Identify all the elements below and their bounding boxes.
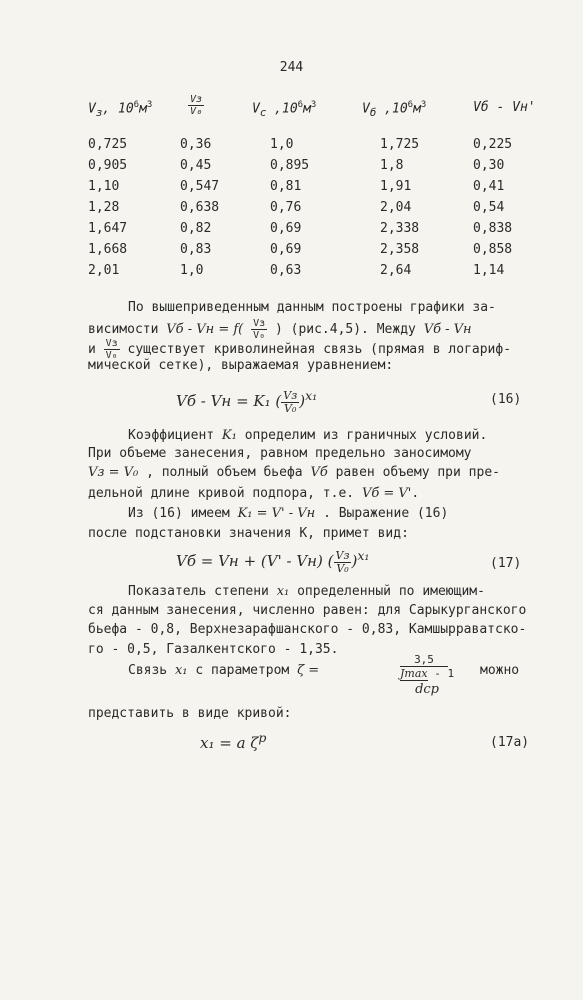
paragraph-line: после подстановки значения K, примет вид: [88, 526, 409, 541]
table-header-ratio: $\frac{Vз}{\text{V₀}}$ [190, 94, 203, 117]
table-header-vb: $V_б$ $,10^6м^3$ [362, 100, 427, 119]
table-row: 0,905 0,45 0,895 1,8 0,30 [88, 158, 505, 173]
data-table [0, 137, 583, 284]
table-header-vb-minus-vn: Vб - Vн' [473, 100, 536, 115]
paragraph-line: представить в виде кривой: [88, 706, 292, 721]
page-number: 244 [279, 60, 304, 75]
table-row: 2,01 1,0 0,63 2,64 1,14 [88, 263, 505, 278]
table-row: 1,10 0,547 0,81 1,91 0,41 [88, 179, 505, 194]
paragraph-line: и $\frac{Vз}{\text{V₀}}$ существует криволинейная связь (прямая в логариф- [88, 338, 512, 361]
paragraph-line: Связь x₁ с параметром ζ = [128, 663, 320, 678]
paragraph-line: го - 0,5, Газалкентского - 1,35. [88, 642, 339, 657]
parameter-fraction: 3,5 Jmax - 1 dср [400, 653, 455, 697]
paragraph-line: По вышеприведенным данным построены графики за- [128, 300, 496, 315]
paragraph-line: можно [480, 663, 520, 678]
paragraph-line: При объеме занесения, равном предельно заносимому [88, 446, 472, 461]
paragraph-line: мической сетке), выражаемая уравнением: [88, 358, 394, 373]
paragraph-line: бьефа - 0,8, Верхнезарафшанского - 0,83, Камшырраватско- [88, 622, 527, 637]
paragraph-line: висимости Vб - Vн = f( $\frac{Vз}{\text{V₀}}$ ) (рис.4,5). Между Vб - Vн [88, 318, 472, 341]
table-header-vz: $V_з$, $10^6м^3$ [88, 100, 153, 119]
table-row: 1,647 0,82 0,69 2,338 0,838 [88, 221, 513, 236]
equation-17: Vб = Vн + (V' - Vн) ( $\frac{Vз}{\text{V₀}}$ )$^{x_1}$ [176, 548, 370, 575]
table-row: 0,725 0,36 1,0 1,725 0,225 [88, 137, 513, 152]
equation-17a: x₁ = a $\zeta^p$ [200, 730, 267, 752]
paragraph-line: ся данным занесения, численно равен: для Сарыкурганского [88, 603, 527, 618]
paragraph-line: Показатель степени x₁ определенный по имеющим- [128, 584, 485, 599]
table-row: 1,28 0,638 0,76 2,04 0,54 [88, 200, 505, 215]
paragraph-line: дельной длине кривой подпора, т.е. Vб = V'. [88, 486, 420, 501]
equation-number: (17) [490, 556, 522, 571]
equation-16: Vб - Vн = K₁ ( $\frac{Vз}{\text{V₀}}$ )$^{x_1}$ [176, 388, 318, 415]
paragraph-line: Из (16) имеем K₁ = V' - Vн . Выражение (16) [128, 506, 449, 521]
equation-number: (16) [490, 392, 522, 407]
table-row: 1,668 0,83 0,69 2,358 0,858 [88, 242, 513, 257]
paragraph-line: Vз = V₀ , полный объем бьефа Vб равен объему при пре- [88, 465, 500, 480]
equation-number: (17а) [490, 735, 530, 750]
table-header-vc: $V_с$ $,10^6м^3$ [252, 100, 317, 119]
paragraph-line: Коэффициент K₁ определим из граничных условий. [128, 428, 488, 443]
